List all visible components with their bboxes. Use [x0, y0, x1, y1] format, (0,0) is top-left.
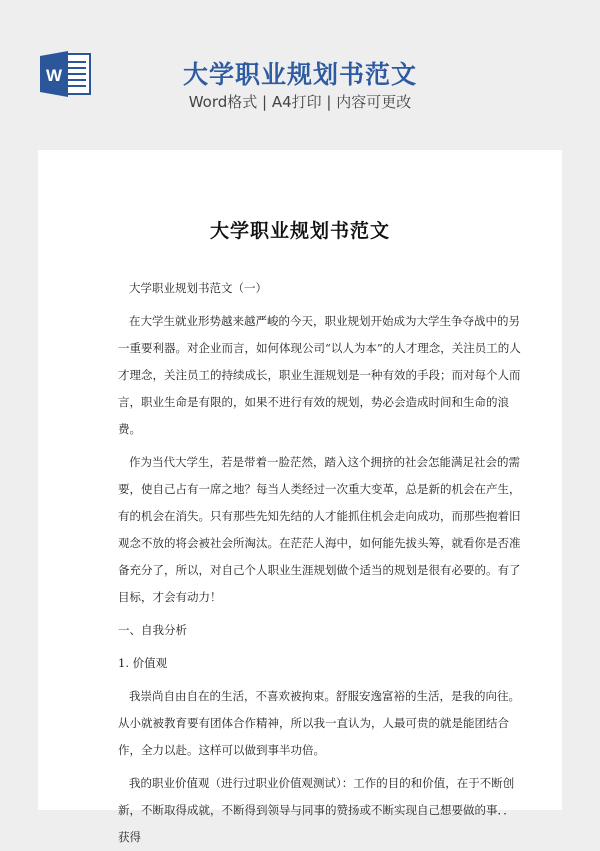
paragraph: 我崇尚自由自在的生活，不喜欢被拘束。舒服安逸富裕的生活，是我的向往。从小就被教育要有团体合作精神，所以我一直认为，人最可贵的就是能团结合作，全力以赴。这样可以做到事半功倍。	[118, 689, 520, 757]
paragraph: 在大学生就业形势越来越严峻的今天，职业规划开始成为大学生争夺战中的另一重要利器。对企业而言，如何体现公司“以人为本”的人才理念，关注员工的人才理念，关注员工的持续成长，职业生涯规划是一种有效的手段；而对每个人而言，职业生命是有限的，如果不进行有效的规划，势必会造成时间和生命的浪费。	[118, 314, 521, 436]
document-page	[38, 150, 562, 844]
svg-text:W: W	[45, 66, 63, 85]
section-heading: 大学职业规划书范文（一）	[129, 281, 267, 295]
banner-subtitle: Word格式 | A4打印 | 内容可更改	[188, 93, 412, 111]
paragraph: 作为当代大学生，若是带着一脸茫然，踏入这个拥挤的社会怎能满足社会的需要，使自己占有一席之地？每当人类经过一次重大变革，总是新的机会在产生，有的机会在消失。只有那些先知先结的人才能抓住机会走向成功，而那些抱着旧观念不放的将会被社会所淘汰。在茫茫人海中，如何能先拔头筹，就看你是否准备充分了，所以，对自己个人职业生涯规划做个适当的规划是很有必要的。有了目标，才会有动力！	[118, 455, 521, 604]
paragraph: 我的职业价值观（进行过职业价值观测试）：工作的目的和价值，在于不断创新，不断取得成就，不断得到领导与同事的赞扬或不断实现自己想要做的事．．获得	[118, 776, 515, 844]
subsection-heading: 1. 价值观	[118, 656, 168, 670]
section-heading: 一、自我分析	[118, 623, 187, 637]
document-body	[118, 275, 522, 851]
banner-title: 大学职业规划书范文	[182, 60, 417, 89]
banner	[0, 0, 600, 150]
document-title: 大学职业规划书范文	[209, 220, 390, 242]
